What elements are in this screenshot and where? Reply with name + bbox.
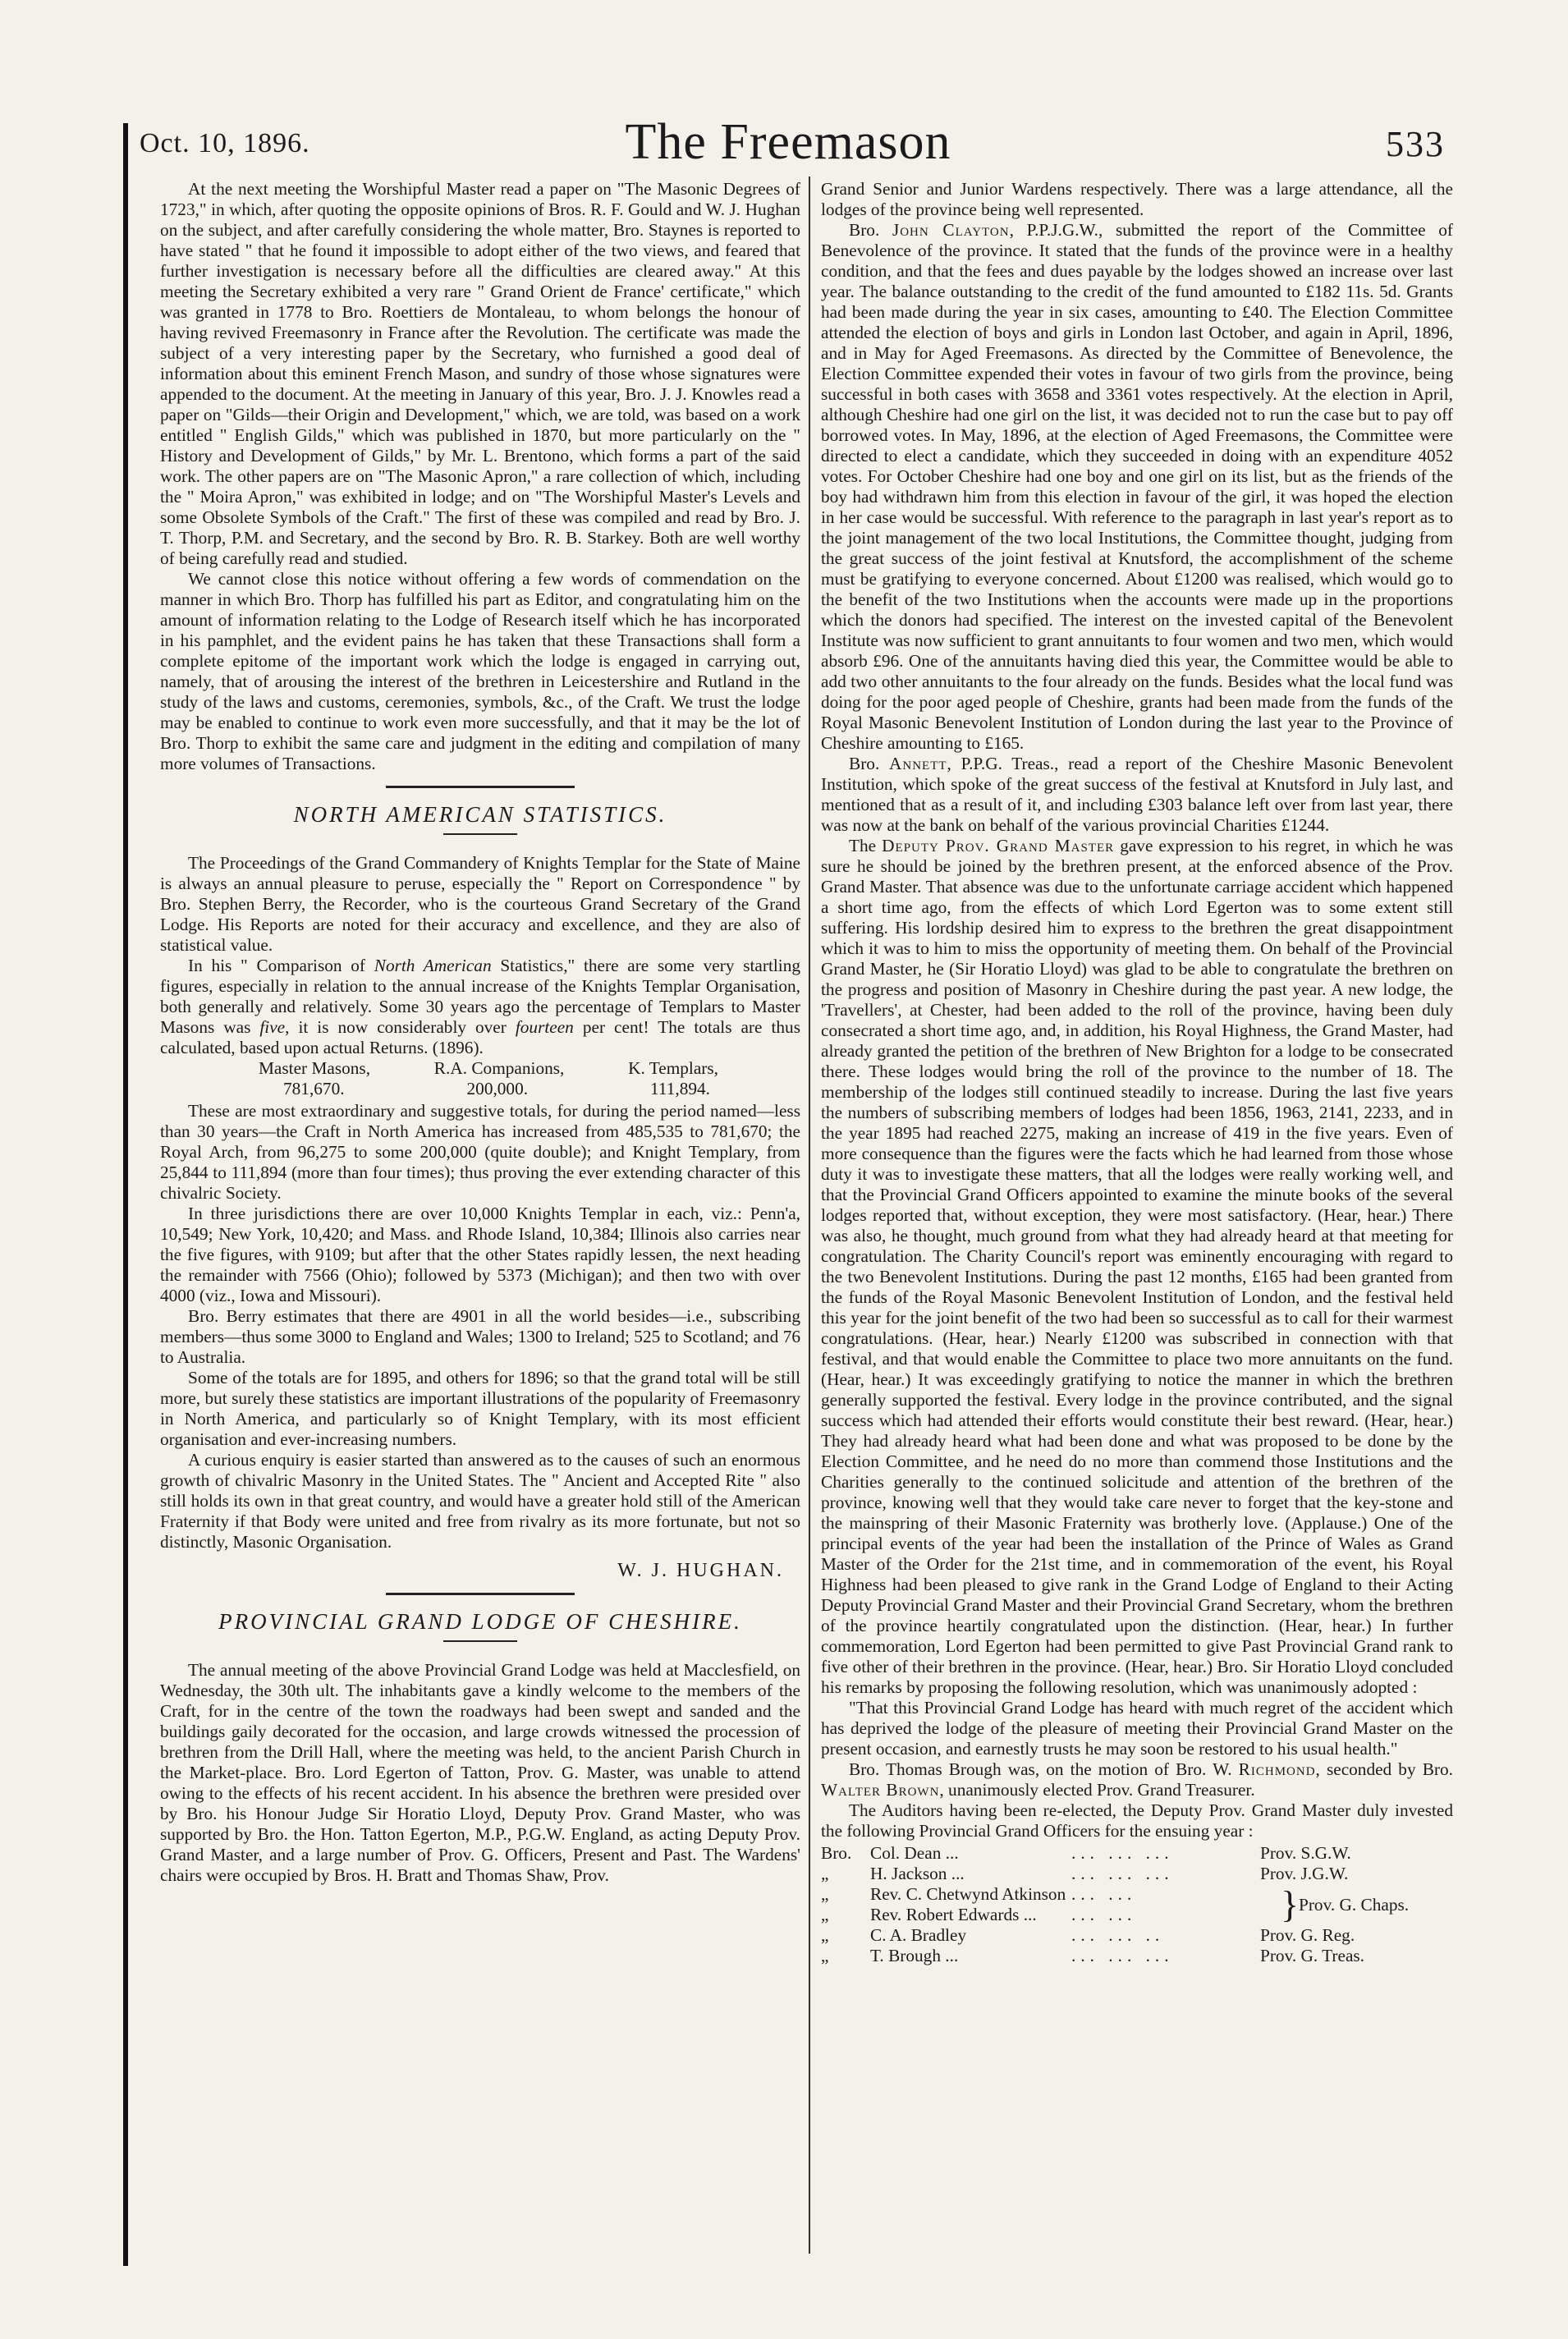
stats-header-master-masons: Master Masons, xyxy=(259,1058,371,1078)
page-number: 533 xyxy=(1386,124,1445,164)
stats-header-ra-companions: R.A. Companions, xyxy=(433,1058,565,1078)
officer-row: „ C. A. Bradley ... ... .. Prov. G. Reg. xyxy=(821,1925,1355,1945)
statistics-paragraph-5: Bro. Berry estimates that there are 4901 in all the world besides—i.e., subscribing members—thus some 3000 to England and Wales; 1300 to Ireland; 525 to Scotland; and 76 to Australia. xyxy=(160,1306,800,1367)
treasurer-election-paragraph: Bro. Thomas Brough was, on the motion of Bro. W. Richmond, seconded by Bro. Walter Brown, unanimously elected Prov. Grand Treasurer. xyxy=(821,1759,1453,1800)
statistics-paragraph-7: A curious enquiry is easier started than answered as to the causes of such an enormous growth of chivalric Masonry in the United States. The " Ancient and Accepted Rite " also still holds its own in that great country, and would have a greater hold still of the American Fraternity if that Body were united and free from rivalry as its more fortunate, but not so distinctly, Masonic Organisation. xyxy=(160,1450,800,1552)
left-column xyxy=(160,179,800,1886)
page-left-rule xyxy=(123,123,128,2266)
statistics-paragraph-6: Some of the totals are for 1895, and others for 1896; so that the grand total will be still more, but surely these statistics are important illustrations of the popularity of Freemasonry in North America, and particularly so of Knight Templary, with its most efficient organisation and ever-increasing numbers. xyxy=(160,1368,800,1449)
lodge-research-paragraph-1: At the next meeting the Worshipful Master read a paper on "The Masonic Degrees of 1723," in which, after quoting the opposite opinions of Bros. R. F. Gould and W. J. Hughan on the subject, and after carefully considering the whole matter, Bro. Staynes is reported to have stated " that he found it impossible to adopt either of the two views, and feared that further investigation is necessary before all the difficulties are cleared away." At this meeting the Secretary exhibited a very rare " Grand Orient de France' certificate," which was granted in 1778 to Bro. Roettiers de Montaleau, to whom belongs the honour of having revived Freemasonry in France after the Revolution. The certificate was made the subject of a very interesting paper by the Secretary, who furnished a good deal of information about this eminent French Mason, and sundry of those whose signatures were appended to the document. At the meeting in January of this year, Bro. J. J. Knowles read a paper on "Gilds—their Origin and Development," which, we are told, was based on a work entitled " English Gilds," which was published in 1870, but more particularly on the " History and Development of Gilds," by Mr. L. Brentono, which forms a part of the said work. The other papers are on "The Masonic Apron," a rare collection of which, including the " Moira Apron," was exhibited in lodge; and on "The Worshipful Master's Levels and some Obsolete Symbols of the Craft." The first of these was compiled and read by Bro. J. T. Thorp, P.M. and Secretary, and the second by Bro. R. B. Starkey. Both are well worthy of being carefully read and studied. xyxy=(160,179,800,568)
stats-header-k-templars: K. Templars, xyxy=(628,1058,718,1078)
officer-row: Bro. Col. Dean ... ... ... ... Prov. S.G.W. xyxy=(821,1843,1351,1863)
stats-value-ra-companions: 200,000. xyxy=(466,1079,529,1098)
officer-row: „ T. Brough ... ... ... ... Prov. G. Treas. xyxy=(821,1946,1365,1965)
section-title-cheshire: PROVINCIAL GRAND LODGE OF CHESHIRE. xyxy=(218,1609,742,1634)
officer-row: „ Rev. C. Chetwynd Atkinson ... ... xyxy=(821,1884,1137,1904)
masonic-institution-paragraph: Bro. Annett, P.P.G. Treas., read a report of the Cheshire Masonic Benevolent Institution, which spoke of the great success of the festival at Knutsford in July last, and mentioned that as a result of it, and including £303 balance left over from last year, there was now at the bank on behalf of the various provincial Charities £1244. xyxy=(821,754,1453,835)
benevolence-report-paragraph: Bro. John Clayton, P.P.J.G.W., submitted the report of the Committee of Benevolence of the province. It stated that the funds of the province were in a healthy condition, and that the fees and dues payable by the lodges showed an increase over last year. The balance outstanding to the credit of the fund amounted to £182 11s. 5d. Grants had been made during the year in six cases, amounting to £40. The Election Committee attended the election of boys and girls in London last October, and again in April, 1896, and in May for Aged Freemasons. As directed by the Committee of Benevolence, the Election Committee expended their votes in favour of two girls from the province, being successful in both cases with 3658 and 3361 votes respectively. At the election in April, although Cheshire had one girl on the list, it was decided not to run the case but to pay off borrowed votes. In May, 1896, at the election of Aged Freemasons, the Committee were directed to elect a candidate, which they succeeded in doing with an expenditure 4052 votes. For October Cheshire had one boy and one girl on its list, but as the friends of the boy had withdrawn him from this election in favour of the girl, it was hoped the election in her case would be successful. With reference to the paragraph in last year's report as to the joint management of the two local Institutions, the Committee thought, judging from the great success of the joint festival at Knutsford, the accomplishment of the scheme must be gratifying to everyone concerned. About £1200 was realised, which would go to the benefit of the two Institutions when the accounts were made up in the proportions which the donors had specified. The interest on the invested capital of the Benevolent Institute was now sufficient to grant annuitants to four women and two men, which would absorb £96. One of the annuitants having died this year, the Committee would be able to add two other annuitants to the four already on the funds. Besides what the local fund was doing for the poor aged people of Cheshire, grants had been made from the funds of the Royal Masonic Benevolent Institution of London during the last year to the Province of Cheshire amounting to £165. xyxy=(821,220,1454,753)
officers-intro-paragraph: The Auditors having been re-elected, the Deputy Prov. Grand Master duly invested the following Provincial Grand Officers for the ensuing year : xyxy=(821,1800,1453,1841)
section-rule xyxy=(386,1593,575,1595)
brace-glyph: } xyxy=(1281,1883,1300,1925)
cheshire-paragraph-1: The annual meeting of the above Provincial Grand Lodge was held at Macclesfield, on Wednesday, the 30th ult. The inhabitants gave a kindly welcome to the members of the Craft, for in the centre of the town the roadways had been swept and sanded and the buildings gaily decorated for the occasion, and large crowds witnessed the procession of brethren from the Drill Hall, where the meeting was held, to the ancient Parish Church in the Market-place. Bro. Lord Egerton of Tatton, Prov. G. Master, was unable to attend owing to the effects of his recent accident. In his absence the brethren were presided over by Bro. his Honour Judge Sir Horatio Lloyd, Deputy Prov. Grand Master, who was supported by Bro. the Hon. Tatton Egerton, M.P., P.G.W. England, as acting Deputy Prov. Grand Master, and a large number of Prov. G. Officers, Present and Past. The Wardens' chairs were occupied by Bros. H. Bratt and Thomas Shaw, Prov. xyxy=(160,1660,800,1885)
stats-table-values xyxy=(283,1079,710,1099)
chaplains-office: Prov. G. Chaps. xyxy=(1299,1895,1410,1915)
cheshire-paragraph-2: Grand Senior and Junior Wardens respectively. There was a large attendance, all the lodges of the province being well represented. xyxy=(821,179,1453,219)
officer-row: „ H. Jackson ... ... ... ... Prov. J.G.W. xyxy=(821,1864,1349,1883)
issue-date: Oct. 10, 1896. xyxy=(140,128,310,158)
stats-value-master-masons: 781,670. xyxy=(283,1079,345,1098)
statistics-paragraph-2: In his " Comparison of North American Statistics," there are some very startling figures, especially in relation to the annual increase of the Knights Templar Organisation, both generally and relatively. Some 30 years ago the percentage of Templars to Master Masons was five, it is now considerably over fourteen per cent! The totals are thus calculated, based upon actual Returns. (1896). xyxy=(160,956,800,1057)
lodge-research-paragraph-2: We cannot close this notice without offering a few words of commendation on the manner in which Bro. Thorp has fulfilled his part as Editor, and congratulating him on the amount of information relating to the Lodge of Research itself which he has incorporated in his pamphlet, and the evident pains he has taken that these Transactions shall form a complete epitome of the important work which the lodge is engaged in carrying out, namely, that of arousing the interest of the brethren in Leicestershire and Rutland in the study of the laws and customs, ceremonies, symbols, &c., of the Craft. We trust the lodge may be enabled to continue to work even more successfully, and that it may be the lot of Bro. Thorp to exhibit the same care and judgment in the editing and compilation of many more volumes of Transactions. xyxy=(160,569,800,773)
right-column xyxy=(821,179,1453,1966)
statistics-paragraph-4: In three jurisdictions there are over 10,000 Knights Templar in each, viz.: Penn'a, 10,549; New York, 10,420; and Mass. and Rhode Island, 10,384; Illinois also carries near the five figures, with 9109; but after that the other States rapidly lessen, the next heading the remainder with 7566 (Ohio); followed by 5373 (Michigan); and then two with over 4000 (viz., Iowa and Missouri). xyxy=(160,1204,800,1305)
section-rule xyxy=(386,786,575,788)
chaplains-group xyxy=(821,1884,1453,1925)
column-divider xyxy=(809,177,810,2254)
stats-table-header xyxy=(259,1058,718,1079)
section-rule-short xyxy=(443,1640,517,1642)
officers-list xyxy=(821,1843,1453,1966)
statistics-paragraph-1: The Proceedings of the Grand Commandery of Knights Templar for the State of Maine is always an annual pleasure to peruse, especially the " Report on Correspondence " by Bro. Stephen Berry, the Recorder, who is the courteous Grand Secretary of the Grand Lodge. His Reports are noted for their accuracy and excellence, and they are also of statistical value. xyxy=(160,853,800,955)
officer-row: „ Rev. Robert Edwards ... ... ... xyxy=(821,1905,1137,1924)
resolution-quote: "That this Provincial Grand Lodge has heard with much regret of the accident which has deprived the lodge of the pleasure of meeting their Provincial Grand Master on the present occasion, and earnestly trusts he may soon be restored to his usual health." xyxy=(821,1698,1453,1759)
section-rule-short xyxy=(443,833,517,835)
statistics-paragraph-3: These are most extraordinary and suggestive totals, for during the period named—less than 30 years—the Craft in North America has increased from 485,535 to 781,670; the Royal Arch, from 96,275 to some 200,000 (quite double); and Knight Templary, from 25,844 to 111,894 (more than four times); thus proving the ever extending character of this chivalric Society. xyxy=(160,1101,800,1203)
author-signature: W. J. HUGHAN. xyxy=(617,1560,784,1581)
section-title-north-american: NORTH AMERICAN STATISTICS. xyxy=(293,802,667,827)
page-header xyxy=(131,113,1445,170)
masthead-title: The Freemason xyxy=(625,114,951,170)
stats-value-k-templars: 111,894. xyxy=(650,1079,710,1098)
deputy-master-address-paragraph: The Deputy Prov. Grand Master gave expression to his regret, in which he was sure he should be joined by the brethren present, at the enforced absence of the Prov. Grand Master. That absence was due to the unfortunate carriage accident which happened a short time ago, from the effects of which Lord Egerton was to some extent still suffering. His lordship desired him to express to the brethren the great disappointment which it was to him to miss the opportunity of meeting them. On behalf of the Provincial Grand Master, he (Sir Horatio Lloyd) was glad to be able to congratulate the brethren on the progress and position of Masonry in Cheshire during the past year. A new lodge, the 'Travellers', at Chester, had been added to the roll of the province, having been duly consecrated a short time ago, and, in addition, his Royal Highness, the Grand Master, had already granted the petition of the brethren of New Brighton for a lodge to be consecrated there. These lodges would bring the roll of the province to the number of 18. The membership of the lodges still continued steadily to increase. During the last five years the numbers of subscribing members of lodges had been 1856, 1963, 2141, 2233, and in the year 1895 had reached 2275, making an increase of 419 in the five years. Even of more consequence than the figures were the facts which he had learned from those whose duty it was to investigate these matters, that all the lodges were really working well, and that the Provincial Grand Officers appointed to examine the minute books of the several lodges reported that, without exception, they were most satisfactory. (Hear, hear.) There was also, he thought, much ground from what they had already heard at that meeting for congratulation. The Charity Council's report was eminently encouraging with regard to the two Benevolent Institutions. During the past 12 months, £165 had been granted from the funds of the Royal Masonic Benevolent Institution of London, and the festival held this year for the joint benefit of the two had been so successful as to call for their warmest congratulations. (Hear, hear.) Nearly £1200 was subscribed in connection with that festival, and that would enable the Committee to place two more annuitants on the fund. (Hear, hear.) It was exceedingly gratifying to notice the manner in which the brethren generally supported the festival. Every lodge in the province contributed, and the signal success which had attended their efforts would constitute their best reward. (Hear, hear.) They had already heard what had been done and what was proposed to be done by the Election Committee, and he need do no more than commend those Institutions and the Charities generally to the continued solicitude and attention of the brethren of the province, knowing well that they would take care never to forget that the key-stone and the mainspring of their Masonic Fraternity was brotherly love. (Applause.) One of the principal events of the year had been the installation of the Prince of Wales as Grand Master of the Order for the 21st time, and in commemoration of the event, his Royal Highness had been pleased to give rank in the Grand Lodge of England to their Acting Deputy Provincial Grand Master and their Provincial Grand Secretary, whom the brethren of the province heartily congratulated upon the distinction. (Hear, hear.) In further commemoration, Lord Egerton had been permitted to give Past Provincial Grand rank to five other of their brethren in the province. (Hear, hear.) Bro. Sir Horatio Lloyd concluded his remarks by proposing the following resolution, which was unanimously adopted : xyxy=(821,836,1454,1697)
